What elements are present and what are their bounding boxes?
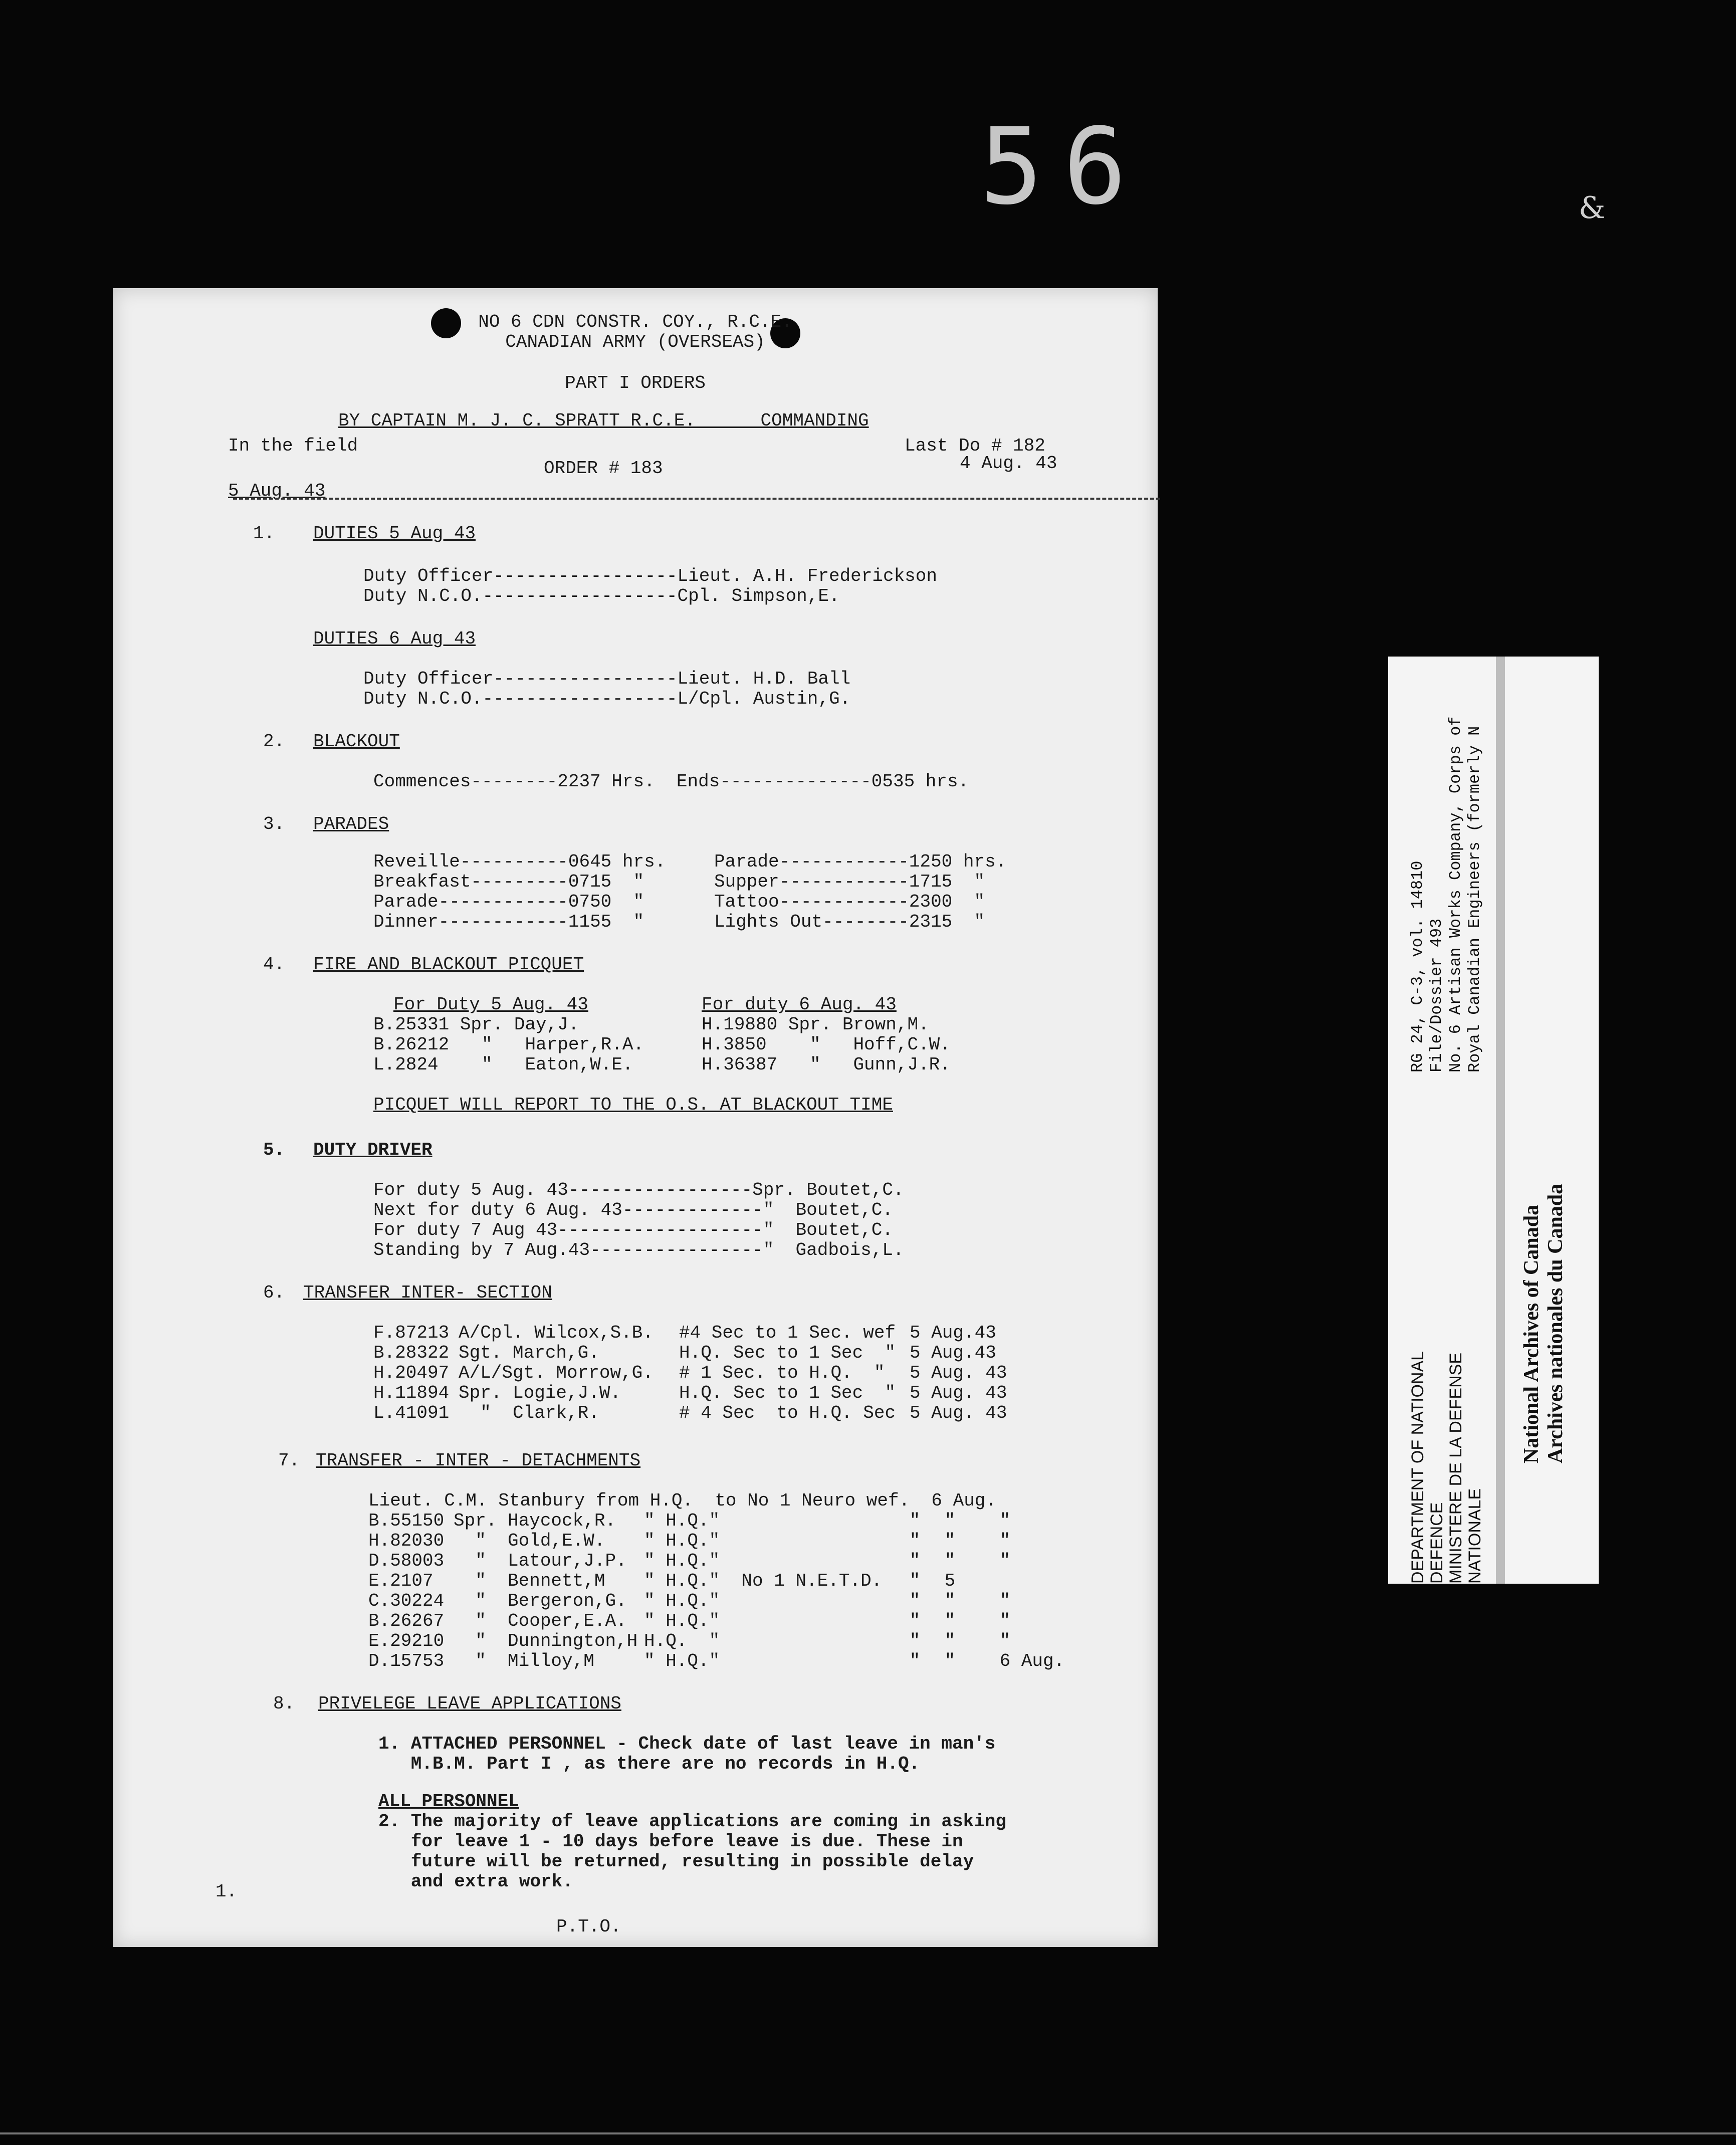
- table-row: [368, 1551, 1064, 1571]
- picquet-col1-head: For Duty 5 Aug. 43: [393, 994, 588, 1015]
- reference-text: RG 24, C-3, vol. 14810 File/Dossier 493 No. 6 Artisan Works Company, Corps of Royal Canadian Engineers (formerly N: [1408, 716, 1484, 1072]
- transfer-detail: # 4 Sec to H.Q. Sec: [679, 1403, 896, 1423]
- transfer-date: [1000, 1571, 1065, 1591]
- wef: ": [909, 1531, 921, 1551]
- duty-line: Duty N.C.O.------------------Cpl. Simpson,E.: [363, 586, 840, 606]
- transfer-date: ": [999, 1591, 1011, 1611]
- soldier-name: " Cooper,E.A.: [454, 1611, 627, 1631]
- to-unit: ": [709, 1551, 720, 1571]
- duty-line: Duty N.C.O.------------------L/Cpl. Austin,G.: [363, 689, 851, 709]
- regimental-number: H.82030: [368, 1531, 445, 1551]
- table-row: [368, 1511, 1064, 1531]
- section-8-title: PRIVELEGE LEAVE APPLICATIONS: [318, 1693, 621, 1714]
- transfer-first-line: Lieut. C.M. Stanbury from H.Q. to No 1 Neuro wef. 6 Aug.: [368, 1490, 997, 1511]
- to-unit: ": [709, 1511, 720, 1531]
- regimental-number: D.15753: [368, 1651, 445, 1671]
- parade-time: Breakfast---------0715 ": [373, 872, 644, 892]
- transfer-date: 5 Aug. 43: [910, 1383, 1007, 1403]
- parade-time: Lights Out--------2315 ": [714, 912, 985, 932]
- to-unit: ": [709, 1651, 720, 1671]
- leave-item-2: 2. The majority of leave applications are coming in asking for leave 1 - 10 days before leave is due. These in future will be returned, resulting in possible delay and extra work.: [378, 1811, 1007, 1892]
- soldier-name: " Gold,E.W.: [454, 1531, 605, 1551]
- section-8-number: 8.: [273, 1693, 295, 1714]
- picquet-entry: B.26212 " Harper,R.A.: [373, 1034, 644, 1055]
- wef: ": [909, 1551, 921, 1571]
- transfer-date: ": [999, 1531, 1011, 1551]
- soldier-name: " Dunnington,H: [454, 1631, 638, 1651]
- blackout-line: Commences--------2237 Hrs. Ends--------------0535 hrs.: [373, 771, 969, 792]
- driver-line: For duty 7 Aug 43-------------------" Boutet,C.: [373, 1220, 893, 1240]
- order-number: ORDER # 183: [544, 458, 663, 479]
- duty-line: Duty Officer-----------------Lieut. H.D. Ball: [363, 669, 851, 689]
- transfer-section-table: [373, 1323, 1007, 1423]
- wef: ": [909, 1651, 921, 1671]
- wef: ": [909, 1631, 921, 1651]
- from-unit: " H.Q.: [644, 1611, 709, 1631]
- to-unit: " No 1 N.E.T.D.: [709, 1571, 883, 1591]
- leave-subheading: ALL PERSONNEL: [378, 1791, 519, 1812]
- section-3-title: PARADES: [313, 814, 389, 834]
- header-divider: [233, 498, 1160, 500]
- soldier-name: A/Cpl. Wilcox,S.B.: [459, 1323, 654, 1343]
- ditto: ": [944, 1611, 956, 1631]
- page-marker: 1.: [215, 1881, 238, 1902]
- table-row: [368, 1591, 1064, 1611]
- soldier-name: " Bennett,M: [454, 1571, 605, 1591]
- section-2-title: BLACKOUT: [313, 731, 400, 752]
- section-1-title: DUTIES 5 Aug 43: [313, 523, 476, 544]
- ditto: ": [944, 1591, 956, 1611]
- orders-title: PART I ORDERS: [565, 373, 706, 393]
- from-unit: " H.Q.: [644, 1571, 709, 1591]
- table-row: [368, 1571, 1064, 1591]
- order-date: 5 Aug. 43: [228, 481, 326, 501]
- picquet-entry: H.19880 Spr. Brown,M.: [702, 1014, 929, 1035]
- section-7-number: 7.: [278, 1450, 300, 1471]
- archives-text: National Archives of Canada Archives nationales du Canada: [1520, 1183, 1567, 1463]
- driver-line: Standing by 7 Aug.43----------------" Gadbois,L.: [373, 1240, 904, 1260]
- regimental-number: H.11894: [373, 1383, 450, 1403]
- from-unit: " H.Q.: [644, 1651, 709, 1671]
- section-1-subtitle: DUTIES 6 Aug 43: [313, 628, 476, 649]
- pto-mark: P.T.O.: [556, 1916, 621, 1937]
- to-unit: ": [709, 1591, 720, 1611]
- transfer-date: ": [999, 1551, 1011, 1571]
- from-unit: H.Q.: [644, 1631, 688, 1651]
- driver-line: Next for duty 6 Aug. 43-------------" Boutet,C.: [373, 1200, 893, 1220]
- table-row: [373, 1363, 1007, 1383]
- table-row: [373, 1383, 1007, 1403]
- picquet-entry: L.2824 " Eaton,W.E.: [373, 1054, 633, 1075]
- picquet-note: PICQUET WILL REPORT TO THE O.S. AT BLACKOUT TIME: [373, 1095, 893, 1115]
- ditto: ": [944, 1631, 956, 1651]
- soldier-name: " Clark,R.: [459, 1403, 599, 1423]
- leave-item-1: 1. ATTACHED PERSONNEL - Check date of last leave in man's M.B.M. Part I , as there are no records in H.Q.: [378, 1734, 996, 1774]
- wef: ": [909, 1611, 921, 1631]
- section-1-number: 1.: [253, 523, 275, 544]
- soldier-name: Sgt. March,G.: [459, 1343, 599, 1363]
- wef: ": [909, 1511, 921, 1531]
- wef: ": [909, 1591, 921, 1611]
- picquet-entry: B.25331 Spr. Day,J.: [373, 1014, 579, 1035]
- location: In the field: [228, 436, 358, 456]
- section-4-title: FIRE AND BLACKOUT PICQUET: [313, 954, 584, 975]
- archive-label: [1388, 657, 1599, 1584]
- soldier-name: A/L/Sgt. Morrow,G.: [459, 1363, 654, 1383]
- transfer-detail: # 1 Sec. to H.Q. ": [679, 1363, 885, 1383]
- regimental-number: B.55150: [368, 1511, 445, 1531]
- soldier-name: " Latour,J.P.: [454, 1551, 627, 1571]
- ditto: ": [944, 1551, 956, 1571]
- table-row: [368, 1611, 1064, 1631]
- transfer-date: 5 Aug. 43: [910, 1403, 1007, 1423]
- wef: ": [909, 1571, 921, 1591]
- transfer-detachments-table: [368, 1511, 1064, 1671]
- section-5-number: 5.: [263, 1140, 285, 1160]
- picquet-entry: H.36387 " Gunn,J.R.: [702, 1054, 951, 1075]
- ditto: ": [944, 1511, 956, 1531]
- section-4-number: 4.: [263, 954, 285, 975]
- table-row: [373, 1403, 1007, 1423]
- last-order: Last Do # 182: [905, 436, 1045, 456]
- table-row: [373, 1343, 1007, 1363]
- transfer-detail: H.Q. Sec to 1 Sec ": [679, 1383, 896, 1403]
- duty-line: Duty Officer-----------------Lieut. A.H. Frederickson: [363, 566, 937, 586]
- transfer-date: ": [999, 1631, 1011, 1651]
- parade-time: Parade------------0750 ": [373, 892, 644, 912]
- regimental-number: D.58003: [368, 1551, 445, 1571]
- from-unit: " H.Q.: [644, 1511, 709, 1531]
- from-unit: " H.Q.: [644, 1591, 709, 1611]
- regimental-number: E.2107: [368, 1571, 433, 1591]
- picquet-entry: H.3850 " Hoff,C.W.: [702, 1034, 951, 1055]
- section-6-title: TRANSFER INTER- SECTION: [303, 1282, 552, 1303]
- from-unit: " H.Q.: [644, 1551, 709, 1571]
- section-6-number: 6.: [263, 1282, 285, 1303]
- section-7-title: TRANSFER - INTER - DETACHMENTS: [316, 1450, 641, 1471]
- transfer-date: ": [999, 1511, 1011, 1531]
- corner-mark: &: [1579, 190, 1606, 226]
- regimental-number: B.28322: [373, 1343, 450, 1363]
- last-date: 4 Aug. 43: [960, 453, 1057, 474]
- to-unit: ": [709, 1611, 720, 1631]
- section-3-number: 3.: [263, 814, 285, 834]
- regimental-number: B.26267: [368, 1611, 445, 1631]
- by-line: BY CAPTAIN M. J. C. SPRATT R.C.E. COMMANDING: [338, 410, 869, 431]
- parade-time: Dinner------------1155 ": [373, 912, 644, 932]
- transfer-date: 5 Aug. 43: [910, 1363, 1007, 1383]
- army-line: CANADIAN ARMY (OVERSEAS): [505, 332, 765, 352]
- to-unit: ": [709, 1631, 720, 1651]
- frame-number: 56: [980, 105, 1147, 228]
- regimental-number: F.87213: [373, 1323, 450, 1343]
- table-row: [368, 1651, 1064, 1671]
- parade-time: Supper------------1715 ": [714, 872, 985, 892]
- soldier-name: " Milloy,M: [454, 1651, 594, 1671]
- unit-line: NO 6 CDN CONSTR. COY., R.C.E.: [478, 312, 792, 332]
- transfer-date: 5 Aug.43: [910, 1343, 996, 1363]
- table-row: [373, 1323, 1007, 1343]
- transfer-date: ": [999, 1611, 1011, 1631]
- ditto: ": [944, 1651, 956, 1671]
- picquet-col2-head: For duty 6 Aug. 43: [702, 994, 897, 1015]
- driver-line: For duty 5 Aug. 43-----------------Spr. Boutet,C.: [373, 1180, 904, 1200]
- soldier-name: Spr. Logie,J.W.: [459, 1383, 621, 1403]
- transfer-date: 5 Aug.43: [910, 1323, 996, 1343]
- table-row: [368, 1631, 1064, 1651]
- regimental-number: E.29210: [368, 1631, 445, 1651]
- regimental-number: L.41091: [373, 1403, 450, 1423]
- ditto: 5: [944, 1571, 956, 1591]
- soldier-name: " Bergeron,G.: [454, 1591, 627, 1611]
- section-2-number: 2.: [263, 731, 285, 752]
- table-row: [368, 1531, 1064, 1551]
- department-text: DEPARTMENT OF NATIONAL DEFENCE MINISTERE DE LA DEFENSE NATIONALE: [1408, 1351, 1484, 1584]
- parade-time: Reveille----------0645 hrs.: [373, 851, 666, 872]
- parade-time: Parade------------1250 hrs.: [714, 851, 1007, 872]
- regimental-number: H.20497: [373, 1363, 450, 1383]
- parade-time: Tattoo------------2300 ": [714, 892, 985, 912]
- transfer-detail: #4 Sec to 1 Sec. wef: [679, 1323, 896, 1343]
- document-page: [113, 288, 1158, 1947]
- soldier-name: Spr. Haycock,R.: [454, 1511, 616, 1531]
- section-5-title: DUTY DRIVER: [313, 1140, 432, 1160]
- from-unit: " H.Q.: [644, 1531, 709, 1551]
- bottom-border: [0, 2132, 1736, 2134]
- transfer-date: 6 Aug.: [999, 1651, 1065, 1671]
- label-divider: [1496, 657, 1505, 1584]
- to-unit: ": [709, 1531, 720, 1551]
- ditto: ": [944, 1531, 956, 1551]
- regimental-number: C.30224: [368, 1591, 445, 1611]
- transfer-detail: H.Q. Sec to 1 Sec ": [679, 1343, 896, 1363]
